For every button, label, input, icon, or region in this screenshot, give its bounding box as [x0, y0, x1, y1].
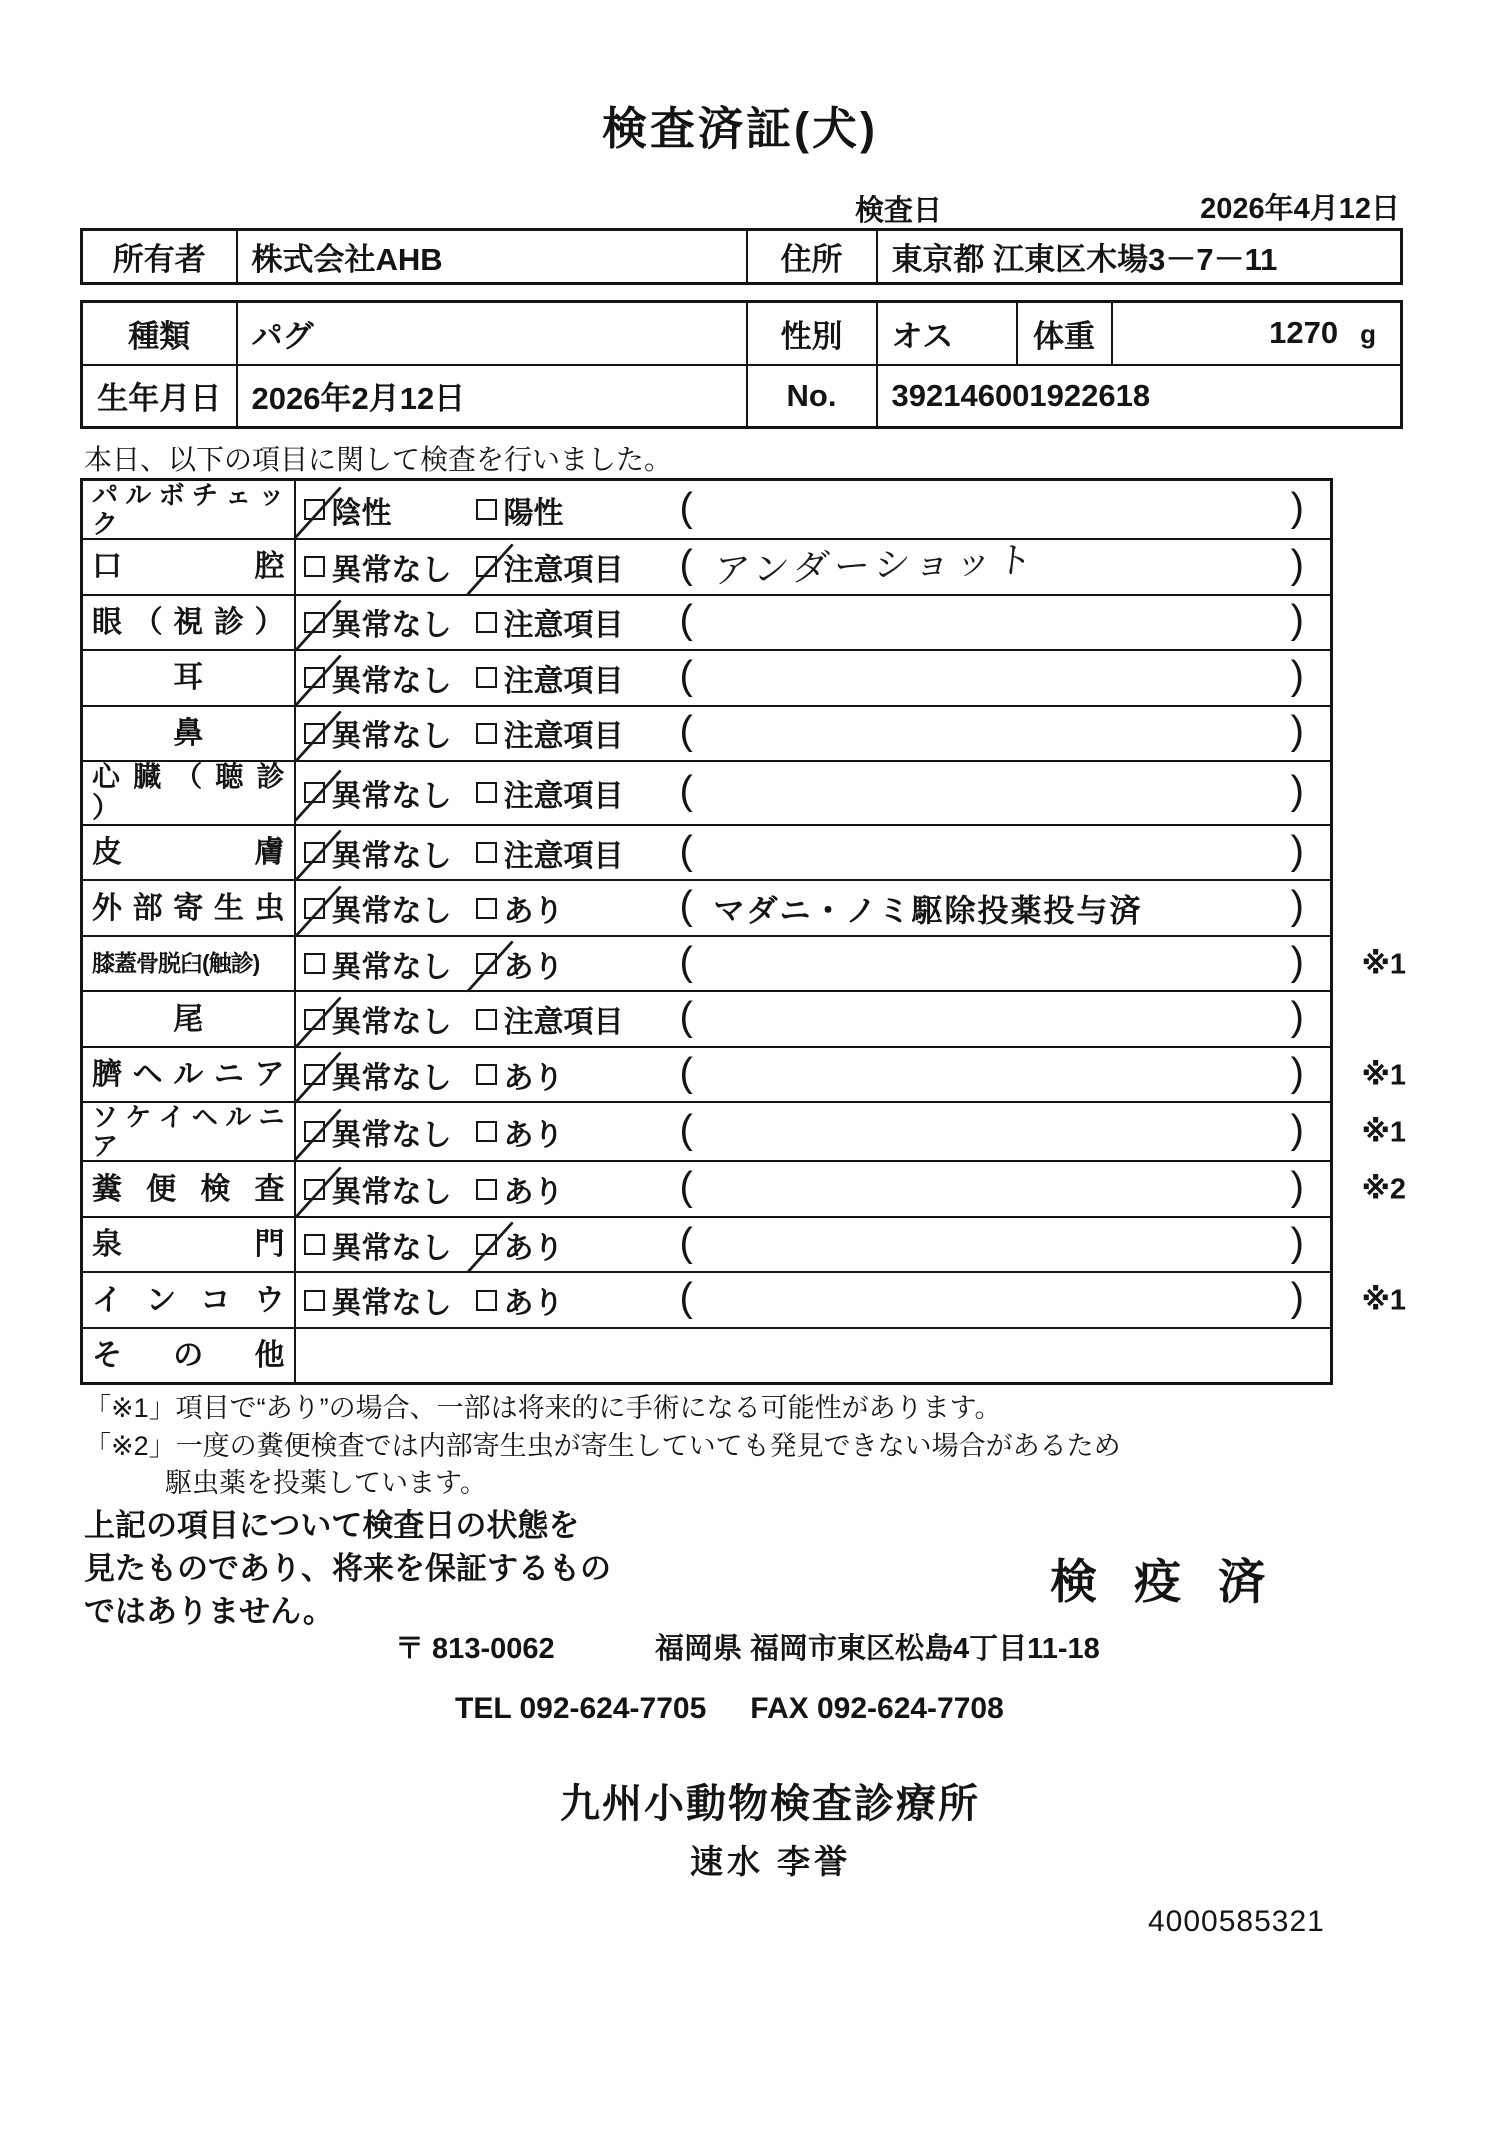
option-2: [476, 831, 624, 875]
option-label: あり: [503, 1231, 564, 1265]
option-1: [304, 1223, 452, 1267]
option-label: 異常なし: [331, 664, 452, 698]
row-value: マダニ・ノミ駆除投薬投与済: [713, 893, 1143, 929]
option-1: [304, 942, 452, 986]
paren-open: (: [679, 883, 693, 928]
checkbox: [304, 953, 325, 974]
option-label: 異常なし: [331, 779, 452, 813]
option-2: [476, 1110, 564, 1154]
paren-open: (: [679, 1164, 693, 1209]
option-2: [476, 711, 624, 755]
row-label: 臍 ヘ ル ニ ア: [92, 1058, 285, 1092]
option-1: [304, 1278, 452, 1322]
checklist-row: [82, 880, 1332, 936]
paren-close: ): [1290, 1050, 1304, 1095]
option-label: 陽性: [503, 496, 564, 530]
weight-cell: [1112, 302, 1402, 365]
checklist-row: [82, 595, 1332, 651]
checkbox: [476, 1064, 497, 1085]
ref-mark: ※1: [1361, 1059, 1406, 1092]
checkbox: [476, 1234, 497, 1255]
paren-close: ): [1290, 768, 1304, 813]
option-label: 異常なし: [331, 1287, 452, 1321]
option-label: 異常なし: [331, 950, 452, 984]
row-label: 膝蓋骨脱臼(触診): [92, 949, 260, 976]
option-label: 注意項目: [503, 553, 624, 587]
row-label: 眼 （ 視 診 ）: [92, 605, 285, 639]
option-label: 異常なし: [331, 1231, 452, 1265]
paren-close: ): [1290, 542, 1304, 587]
option-2: [476, 545, 624, 589]
option-label: 異常なし: [331, 1176, 452, 1210]
checklist-row: [82, 650, 1332, 706]
breed-value: パグ: [237, 302, 747, 365]
option-1: [304, 545, 452, 589]
checkbox: [304, 842, 325, 863]
option-label: あり: [503, 1176, 564, 1210]
paren-open: (: [679, 485, 693, 530]
weight-value: 1270: [1269, 315, 1339, 351]
paren-open: (: [679, 1107, 693, 1152]
intro-text: 本日、以下の項目に関して検査を行いました。: [84, 444, 673, 475]
option-2: [476, 488, 564, 532]
paren-close: ): [1290, 828, 1304, 873]
option-1: [304, 711, 452, 755]
option-1: [304, 488, 392, 532]
option-1: [304, 1167, 452, 1211]
checkbox: [476, 556, 497, 577]
option-2: [476, 1167, 564, 1211]
checklist-row: [82, 991, 1332, 1047]
clinic-fax: FAX 092-624-7708: [750, 1692, 1004, 1725]
checkbox: [304, 1290, 325, 1311]
paren-open: (: [679, 653, 693, 698]
sex-value: オス: [877, 302, 1017, 365]
disclaimer-line-3: ではありません。: [84, 1594, 334, 1629]
option-1: [304, 656, 452, 700]
no-label: No.: [747, 365, 877, 428]
option-2: [476, 886, 564, 930]
paren-close: ): [1290, 709, 1304, 754]
page-title: 検査済証(犬): [602, 103, 878, 154]
checkbox: [304, 1179, 325, 1200]
checkbox: [304, 898, 325, 919]
checklist-row: [82, 936, 1332, 992]
row-label: 耳: [173, 661, 204, 695]
checklist-row: [82, 1272, 1332, 1328]
checkbox: [476, 499, 497, 520]
no-value: 392146001922618: [877, 365, 1402, 428]
option-2: [476, 1053, 564, 1097]
paren-close: ): [1290, 1107, 1304, 1152]
owner-value: 株式会社AHB: [237, 230, 747, 284]
row-label: パ ル ボ チ ェ ッ ク: [92, 480, 285, 539]
row-label: そ の 他: [92, 1338, 285, 1372]
row-label: イ ン コ ウ: [92, 1283, 285, 1317]
checkbox: [476, 842, 497, 863]
option-label: 注意項目: [503, 779, 624, 813]
clinic-address: 福岡県 福岡市東区松島4丁目11-18: [655, 1633, 1100, 1665]
owner-table: [80, 228, 1403, 285]
paren-close: ): [1290, 883, 1304, 928]
option-label: 異常なし: [331, 720, 452, 754]
option-2: [476, 656, 624, 700]
note-1: 「※1」項目で“あり”の場合、一部は将来的に手術になる可能性があります。: [84, 1393, 1002, 1423]
address-label: 住所: [747, 230, 877, 284]
clinic-name: 九州小動物検査診療所: [560, 1782, 980, 1826]
option-1: [304, 771, 452, 815]
checklist-row: [82, 1102, 1332, 1161]
inspection-date-label: 検査日: [855, 195, 943, 227]
paren-open: (: [679, 768, 693, 813]
option-label: あり: [503, 895, 564, 929]
disclaimer-line-1: 上記の項目について検査日の状態を: [84, 1508, 580, 1543]
option-label: あり: [503, 950, 564, 984]
ref-mark: ※1: [1361, 1284, 1406, 1317]
paren-open: (: [679, 994, 693, 1039]
pet-info-table: [80, 300, 1403, 429]
checklist-row: [82, 1047, 1332, 1103]
row-label: 糞 便 検 査: [92, 1172, 285, 1206]
checkbox: [476, 723, 497, 744]
checkbox: [476, 782, 497, 803]
checklist-row: [82, 480, 1332, 540]
option-2: [476, 942, 564, 986]
clinic-telfax: [455, 1692, 1004, 1726]
checklist-row: [82, 539, 1332, 595]
checklist-row: [82, 1328, 1332, 1384]
clinic-representative: 速水 李誉: [690, 1843, 852, 1880]
paren-close: ): [1290, 1275, 1304, 1320]
option-label: 異常なし: [331, 839, 452, 873]
owner-row: [82, 230, 1402, 284]
option-label: あり: [503, 1118, 564, 1152]
option-label: 注意項目: [503, 609, 624, 643]
checklist-row: [82, 825, 1332, 881]
option-label: あり: [503, 1061, 564, 1095]
paren-open: (: [679, 1050, 693, 1095]
row-label: 皮 膚: [92, 836, 285, 870]
option-2: [476, 771, 624, 815]
checkbox: [304, 612, 325, 633]
option-1: [304, 1053, 452, 1097]
document-code: 4000585321: [1148, 1905, 1325, 1938]
checklist-row: [82, 1217, 1332, 1273]
checkbox: [304, 723, 325, 744]
row-label: 泉 門: [92, 1228, 285, 1262]
breed-row: [82, 302, 1402, 365]
option-label: 注意項目: [503, 720, 624, 754]
option-1: [304, 886, 452, 930]
option-2: [476, 1223, 564, 1267]
option-label: 異常なし: [331, 1061, 452, 1095]
checkbox: [476, 1290, 497, 1311]
checkbox: [476, 1121, 497, 1142]
option-label: 異常なし: [331, 609, 452, 643]
option-1: [304, 600, 452, 644]
paren-open: (: [679, 598, 693, 643]
checklist-row: [82, 1161, 1332, 1217]
paren-open: (: [679, 542, 693, 587]
checkbox: [304, 499, 325, 520]
ref-mark: ※2: [1361, 1173, 1406, 1206]
birth-label: 生年月日: [82, 365, 237, 428]
option-2: [476, 600, 624, 644]
paren-open: (: [679, 939, 693, 984]
checkbox: [476, 667, 497, 688]
checkbox: [304, 782, 325, 803]
ref-mark: ※1: [1361, 948, 1406, 981]
checkbox: [304, 556, 325, 577]
checklist-row: [82, 761, 1332, 825]
row-value: アンダーショット: [711, 538, 1040, 592]
birth-row: [82, 365, 1402, 428]
row-label: ソ ケ イ ヘ ル ニ ア: [92, 1102, 285, 1161]
checkbox: [304, 667, 325, 688]
paren-open: (: [679, 828, 693, 873]
option-2: [476, 997, 624, 1041]
option-label: 異常なし: [331, 895, 452, 929]
checkbox: [304, 1234, 325, 1255]
checkbox: [476, 1009, 497, 1030]
checkbox: [476, 953, 497, 974]
paren-close: ): [1290, 939, 1304, 984]
clinic-tel: TEL 092-624-7705: [455, 1692, 707, 1725]
checkbox: [304, 1121, 325, 1142]
option-label: 異常なし: [331, 553, 452, 587]
paren-open: (: [679, 1275, 693, 1320]
option-label: 異常なし: [331, 1006, 452, 1040]
paren-close: ): [1290, 1220, 1304, 1265]
option-2: [476, 1278, 564, 1322]
clinic-postal: 〒 813-0062: [395, 1633, 555, 1665]
option-label: 注意項目: [503, 839, 624, 873]
option-1: [304, 997, 452, 1041]
checkbox: [476, 612, 497, 633]
quarantine-stamp: 検 疫 済: [1050, 1555, 1278, 1608]
paren-close: ): [1290, 598, 1304, 643]
sex-label: 性別: [747, 302, 877, 365]
row-label: 口 腔: [92, 550, 285, 584]
option-label: 異常なし: [331, 1118, 452, 1152]
checkbox: [304, 1064, 325, 1085]
paren-open: (: [679, 1220, 693, 1265]
checkbox: [476, 898, 497, 919]
option-1: [304, 1110, 452, 1154]
inspection-date-value: 2026年4月12日: [1200, 193, 1400, 225]
address-value: 東京都 江東区木場3－7－11: [877, 230, 1402, 284]
checkbox: [304, 1009, 325, 1030]
weight-label: 体重: [1017, 302, 1112, 365]
checklist-table: [80, 478, 1406, 1385]
checklist-row: [82, 706, 1332, 762]
option-1: [304, 831, 452, 875]
row-label: 外 部 寄 生 虫: [92, 891, 285, 925]
birth-value: 2026年2月12日: [237, 365, 747, 428]
disclaimer-line-2: 見たものであり、将来を保証するもの: [84, 1551, 611, 1586]
option-label: 注意項目: [503, 664, 624, 698]
note-2-line-2: 駆虫薬を投薬しています。: [165, 1468, 487, 1498]
option-label: 陰性: [331, 496, 392, 530]
paren-close: ): [1290, 485, 1304, 530]
paren-close: ): [1290, 994, 1304, 1039]
weight-unit: g: [1360, 319, 1376, 350]
row-label: 鼻: [173, 716, 204, 750]
owner-label: 所有者: [82, 230, 237, 284]
paren-open: (: [679, 709, 693, 754]
row-label: 尾: [173, 1002, 204, 1036]
option-label: あり: [503, 1287, 564, 1321]
checkbox: [476, 1179, 497, 1200]
option-label: 注意項目: [503, 1006, 624, 1040]
row-label: 心 臓 （ 聴 診 ）: [92, 761, 285, 823]
ref-mark: ※1: [1361, 1116, 1406, 1149]
breed-label: 種類: [82, 302, 237, 365]
paren-close: ): [1290, 653, 1304, 698]
paren-close: ): [1290, 1164, 1304, 1209]
note-2-line-1: 「※2」一度の糞便検査では内部寄生虫が寄生していても発見できない場合があるため: [84, 1431, 1121, 1461]
